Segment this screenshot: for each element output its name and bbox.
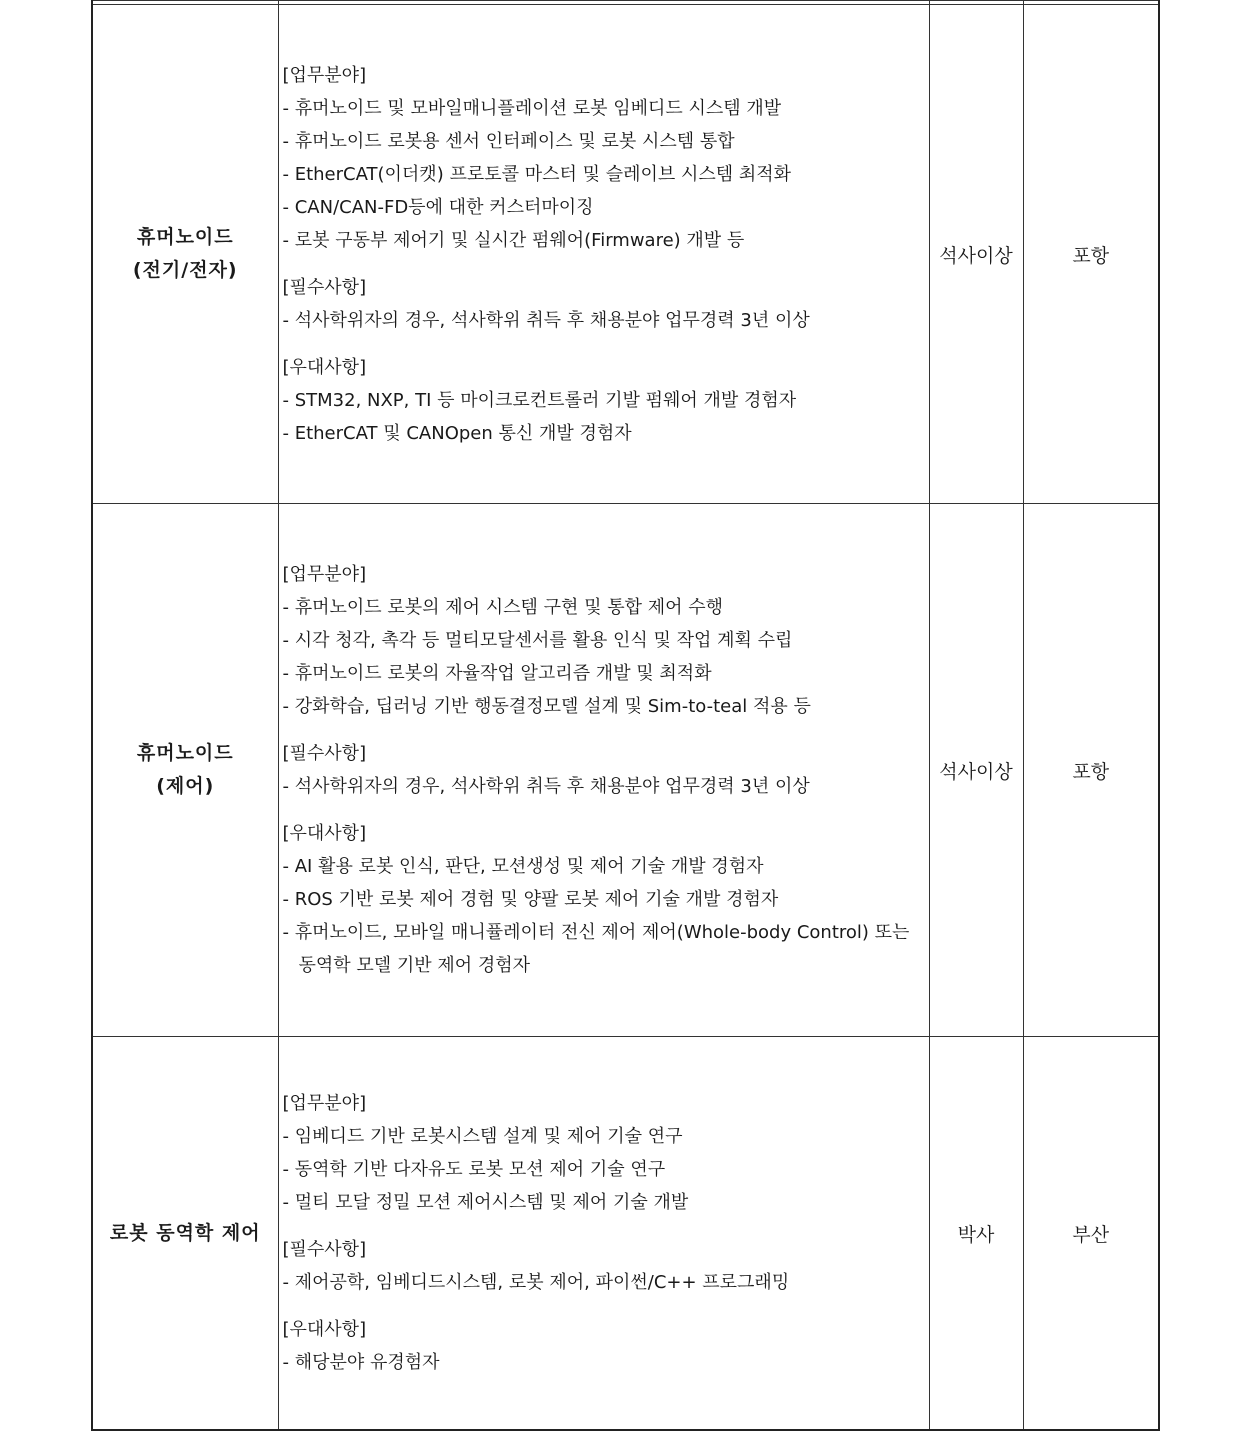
table-row	[92, 5, 1159, 504]
education-cell: 박사	[929, 1037, 1023, 1431]
section-heading: [필수사항]	[282, 743, 367, 764]
list-item: - AI 활용 로봇 인식, 판단, 모션생성 및 제어 기술 개발 경험자	[282, 856, 764, 877]
job-posting-table	[91, 0, 1160, 1431]
list-item: - 강화학습, 딥러닝 기반 행동결정모델 설계 및 Sim-to-teal 적용 등	[282, 696, 811, 717]
list-item: - 제어공학, 임베디드시스템, 로봇 제어, 파이썬/C++ 프로그래밍	[282, 1272, 790, 1293]
field-name-line: 휴머노이드	[136, 226, 234, 248]
field-name-line: 로봇 동역학 제어	[109, 1221, 261, 1244]
job-description-cell	[278, 5, 929, 504]
section-heading: [필수사항]	[282, 1239, 367, 1260]
location-cell: 부산	[1023, 1037, 1159, 1431]
field-name-line: (전기/전자)	[132, 259, 238, 281]
list-item: - CAN/CAN-FD등에 대한 커스터마이징	[282, 196, 594, 218]
table-row	[92, 504, 1159, 1037]
section-heading: [업무분야]	[282, 64, 367, 86]
list-item: - EtherCAT(이더캣) 프로토콜 마스터 및 슬레이브 시스템 최적화	[282, 163, 792, 185]
section-heading: [우대사항]	[282, 356, 367, 378]
field-name-cell	[92, 504, 278, 1037]
list-item: - 시각 청각, 촉각 등 멀티모달센서를 활용 인식 및 작업 계획 수립	[282, 630, 793, 651]
section-heading: [우대사항]	[282, 1319, 367, 1340]
list-item: - 휴머노이드 로봇의 자율작업 알고리즘 개발 및 최적화	[282, 663, 712, 684]
list-item: - 휴머노이드, 모바일 매니퓰레이터 전신 제어 제어(Whole-body Control) 또는 동역학 모델 기반 제어 경험자	[282, 922, 910, 976]
section-heading: [우대사항]	[282, 823, 367, 844]
list-item: - 동역학 기반 다자유도 로봇 모션 제어 기술 연구	[282, 1159, 666, 1180]
location-cell: 포항	[1023, 5, 1159, 504]
list-item: - 석사학위자의 경우, 석사학위 취득 후 채용분야 업무경력 3년 이상	[282, 309, 810, 331]
list-item: - STM32, NXP, TI 등 마이크로컨트롤러 기발 펌웨어 개발 경험자	[282, 389, 797, 411]
section-heading: [필수사항]	[282, 276, 367, 298]
field-name-line: (제어)	[156, 775, 215, 797]
list-item: - EtherCAT 및 CANOpen 통신 개발 경험자	[282, 422, 632, 444]
education-cell: 석사이상	[929, 5, 1023, 504]
list-item: - 멀티 모달 정밀 모션 제어시스템 및 제어 기술 개발	[282, 1192, 689, 1213]
list-item: - 휴머노이드 로봇용 센서 인터페이스 및 로봇 시스템 통합	[282, 130, 735, 152]
location-cell: 포항	[1023, 504, 1159, 1037]
list-item: - 휴머노이드 로봇의 제어 시스템 구현 및 통합 제어 수행	[282, 597, 724, 618]
education-cell: 석사이상	[929, 504, 1023, 1037]
job-description-cell	[278, 1037, 929, 1431]
list-item: - 석사학위자의 경우, 석사학위 취득 후 채용분야 업무경력 3년 이상	[282, 776, 810, 797]
list-item: - 로봇 구동부 제어기 및 실시간 펌웨어(Firmware) 개발 등	[282, 229, 745, 251]
list-item: - 임베디드 기반 로봇시스템 설계 및 제어 기술 연구	[282, 1126, 683, 1147]
field-name-cell	[92, 5, 278, 504]
list-item: - 휴머노이드 및 모바일매니플레이션 로봇 임베디드 시스템 개발	[282, 97, 782, 119]
job-description-cell	[278, 504, 929, 1037]
field-name-cell	[92, 1037, 278, 1431]
list-item: - ROS 기반 로봇 제어 경험 및 양팔 로봇 제어 기술 개발 경험자	[282, 889, 779, 910]
field-name-line: 휴머노이드	[136, 742, 234, 764]
list-item: - 해당분야 유경험자	[282, 1352, 440, 1373]
section-heading: [업무분야]	[282, 1093, 367, 1114]
table-row	[92, 1037, 1159, 1431]
section-heading: [업무분야]	[282, 564, 367, 585]
